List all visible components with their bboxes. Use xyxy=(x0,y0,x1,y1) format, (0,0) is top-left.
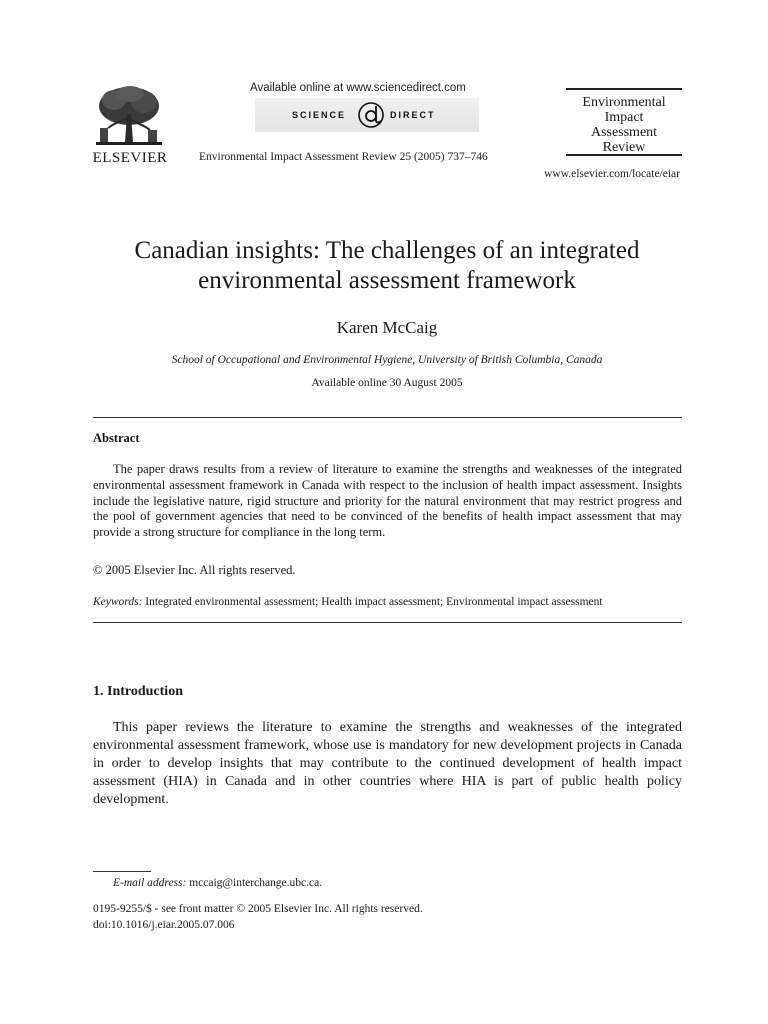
publisher-name: ELSEVIER xyxy=(92,150,168,166)
journal-title-line: Review xyxy=(602,140,646,155)
article-title-line: environmental assessment framework xyxy=(198,267,576,294)
author-email-footnote xyxy=(113,877,322,889)
sciencedirect-left-word: SCIENCE xyxy=(292,110,347,120)
available-online-date: Available online 30 August 2005 xyxy=(311,377,463,389)
footnote-rule xyxy=(93,871,151,872)
keywords-label: Keywords: xyxy=(93,596,143,608)
author-name: Karen McCaig xyxy=(336,318,438,337)
email-label: E-mail address: xyxy=(113,877,187,889)
sciencedirect-right-word: DIRECT xyxy=(390,110,436,120)
divider-bottom xyxy=(93,622,682,623)
introduction-text: This paper reviews the literature to examine the strengths and weaknesses of the integrated environmental assessment framework, whose use is mandatory for new development projects in Canada in order to develop insights that may contribute to the continued development of health impact assessment (HIA) in Canada and in other countries where HIA is part of public health policy development. xyxy=(93,720,682,807)
journal-citation: Environmental Impact Assessment Review 25 (2005) 737–746 xyxy=(199,151,488,163)
issn-line: 0195-9255/$ - see front matter © 2005 Elsevier Inc. All rights reserved. xyxy=(93,903,423,915)
keywords-list: Integrated environmental assessment; Health impact assessment; Environmental impact assessment xyxy=(145,596,603,608)
sciencedirect-available-text[interactable]: Available online at www.sciencedirect.com xyxy=(250,82,466,94)
elsevier-tree-icon xyxy=(94,84,164,150)
section-heading-introduction: 1. Introduction xyxy=(93,684,183,699)
divider-top xyxy=(93,417,682,418)
keywords-line xyxy=(93,596,682,608)
journal-title-box xyxy=(566,88,682,156)
journal-url-link[interactable]: www.elsevier.com/locate/eiar xyxy=(544,168,680,180)
journal-title-line: Impact xyxy=(604,110,644,125)
doi-link[interactable]: doi:10.1016/j.eiar.2005.07.006 xyxy=(93,919,235,931)
sciencedirect-at-icon xyxy=(356,100,386,130)
abstract-copyright: © 2005 Elsevier Inc. All rights reserved. xyxy=(93,563,296,577)
elsevier-logo xyxy=(88,84,172,168)
email-link[interactable]: mccaig@interchange.ubc.ca. xyxy=(189,877,323,889)
abstract-text: The paper draws results from a review of literature to examine the strengths and weaknesses of the integrated environmental assessment framework in Canada with respect to the inclusion of health impact assessment. Insights include the legislative nature, rigid structure and priority for the natural environment that may restrict progress and the pool of government agencies that need to be convinced of the benefits of health impact assessment that may provide a strong structure for compliance in the long term. xyxy=(93,462,682,540)
author-affiliation: School of Occupational and Environmental Hygiene, University of British Columbia, Canada xyxy=(171,354,603,366)
abstract-heading: Abstract xyxy=(93,431,140,445)
journal-title-line: Environmental xyxy=(582,95,666,110)
journal-title-line: Assessment xyxy=(590,125,658,140)
article-title xyxy=(88,236,686,296)
article-title-line: Canadian insights: The challenges of an integrated xyxy=(134,237,640,264)
